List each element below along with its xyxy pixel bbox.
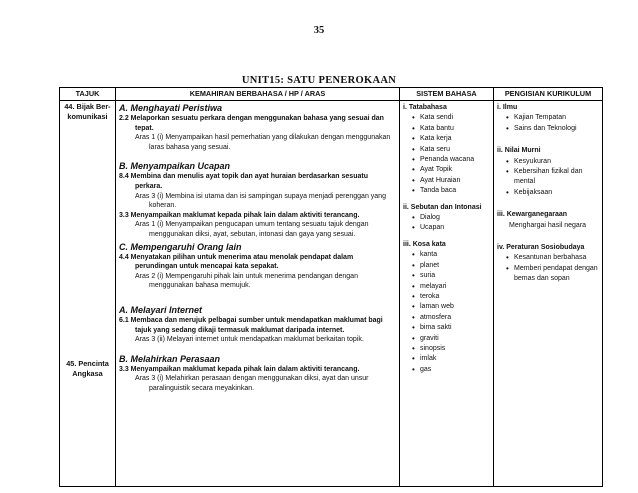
lesson-plan-table xyxy=(59,87,603,487)
col-header-tajuk: TAJUK xyxy=(60,88,116,101)
list-item: • Kebersihan fizikal dan mental xyxy=(506,167,599,188)
bullet-list xyxy=(403,113,490,196)
list-item: • Kesantunan berbahasa xyxy=(506,253,599,263)
standard-text: 8.4 Membina dan menulis ayat topik dan ayat huraian berdasarkan sesuatu perkara. xyxy=(119,173,368,190)
list-item: • Penanda wacana xyxy=(412,155,490,165)
group-title: iii. Kewarganegaraan xyxy=(497,211,568,219)
standard-text: 4.4 Menyatakan pilihan untuk menerima atau menolak pendapat dalam perundingan untuk mencapai kata sepakat. xyxy=(119,253,354,271)
list-item: • atmosfera xyxy=(412,313,490,323)
section-heading: B. Menyampaikan Ucapan xyxy=(119,161,231,172)
bullet-list xyxy=(497,253,599,284)
aras-text: Aras 3 (ii) Melayari internet untuk mendapatkan maklumat berkaitan topik. xyxy=(135,336,364,344)
group-title: iii. Kosa kata xyxy=(403,240,446,248)
list-item: • Kata bantu xyxy=(412,124,490,134)
list-item: • graviti xyxy=(412,334,490,344)
bullet-list xyxy=(403,213,490,234)
bullet-list xyxy=(497,157,599,199)
standard-text: 3.3 Menyampaikan maklumat kepada pihak lain dalam aktiviti terancang. xyxy=(119,365,360,373)
group-title: i. Tatabahasa xyxy=(403,104,447,111)
unit-title: UNIT15: SATU PENEROKAAN xyxy=(241,75,397,86)
list-item: • Kata sendi xyxy=(412,113,490,123)
standard-text: 2.2 Melaporkan sesuatu perkara dengan menggunakan bahasa yang sesuai dan tepat. xyxy=(119,115,384,132)
standard-text: 6.1 Membaca dan merujuk pelbagai sumber untuk mendapatkan maklumat bagi tajuk yang sedang dikaji termasuk maklumat daripada internet. xyxy=(119,316,383,334)
col-header-pengisian: PENGISIAN KURIKULUM xyxy=(494,88,603,101)
group-text: Menghargai hasil negara xyxy=(509,221,587,229)
section-heading: A. Menghayati Peristiwa xyxy=(119,103,223,113)
kemahiran-cell xyxy=(116,101,400,487)
list-item: • Sains dan Teknologi xyxy=(506,124,599,134)
list-item: • Kebijaksaan xyxy=(506,188,599,198)
tajuk-44: 44. Bijak Ber- komunikasi xyxy=(64,102,111,121)
group-title: ii. Nilai Murni xyxy=(497,147,541,155)
list-item: • Memberi pendapat dengan bemas dan sopan xyxy=(506,264,599,285)
tajuk-cell xyxy=(60,101,116,487)
table-header-row xyxy=(60,88,603,101)
tajuk-45: 45. Pencinta Angkasa xyxy=(66,359,109,378)
list-item: • melayari xyxy=(412,282,490,292)
list-item: • teroka xyxy=(412,292,490,302)
group-title: iv. Peraturan Sosiobudaya xyxy=(497,244,585,252)
aras-text: Aras 1 (i) Menyampaikan pengucapan umum tentang sesuatu tajuk dengan menggunakan diksi, ayat, sebutan, intonasi dan gaya yang sesuai. xyxy=(135,221,369,238)
list-item: • bima sakti xyxy=(412,323,490,333)
group-title: ii. Sebutan dan Intonasi xyxy=(403,203,482,211)
list-item: • Ucapan xyxy=(412,223,490,233)
list-item: • suria xyxy=(412,271,490,281)
list-item: • Kajian Tempatan xyxy=(506,113,599,123)
col-header-kemahiran: KEMAHIRAN BERBAHASA / HP / ARAS xyxy=(116,88,400,101)
bullet-list xyxy=(497,113,599,134)
list-item: • Ayat Huraian xyxy=(412,176,490,186)
section-heading: A. Melayari Internet xyxy=(119,304,203,315)
list-item: • Dialog xyxy=(412,213,490,223)
col-header-sistem-bahasa: SISTEM BAHASA xyxy=(400,88,494,101)
aras-text: Aras 3 (i) Melahirkan perasaan dengan menggunakan diksi, ayat dan unsur paralinguistik secara meyakinkan. xyxy=(135,375,369,392)
list-item: • Kata kerja xyxy=(412,134,490,144)
page-number: 35 xyxy=(313,25,325,36)
list-item: • Ayat Topik xyxy=(412,165,490,175)
table-row xyxy=(60,101,603,487)
list-item: • laman web xyxy=(412,302,490,312)
aras-text: Aras 3 (i) Membina isi utama dan isi sampingan supaya menjadi perenggan yang koheran. xyxy=(135,192,386,210)
list-item: • sinopsis xyxy=(412,344,490,354)
aras-text: Aras 2 (i) Mempengaruhi pihak lain untuk menerima pendangan dengan menggunakan bahasa memujuk. xyxy=(135,272,358,290)
list-item: • gas xyxy=(412,365,490,375)
bullet-list xyxy=(403,250,490,375)
sistem-bahasa-cell xyxy=(400,101,494,487)
standard-text: 3.3 Menyampaikan maklumat kepada pihak lain dalam aktiviti terancang. xyxy=(119,211,360,219)
aras-text: Aras 1 (i) Menyampaikan hasil pemerhatian yang dilakukan dengan menggunakan laras bahasa yang sesuai. xyxy=(135,134,391,151)
list-item: • kanta xyxy=(412,250,490,260)
group-title: i. Ilmu xyxy=(497,104,518,111)
pengisian-kurikulum-cell xyxy=(494,101,603,487)
list-item: • imlak xyxy=(412,354,490,364)
section-heading: C. Mempengaruhi Orang lain xyxy=(119,241,242,252)
list-item: • planet xyxy=(412,261,490,271)
list-item: • Kata seru xyxy=(412,145,490,155)
list-item: • Tanda baca xyxy=(412,186,490,196)
list-item: • Kesyukuran xyxy=(506,157,599,167)
section-heading: B. Melahirkan Perasaan xyxy=(119,353,221,364)
